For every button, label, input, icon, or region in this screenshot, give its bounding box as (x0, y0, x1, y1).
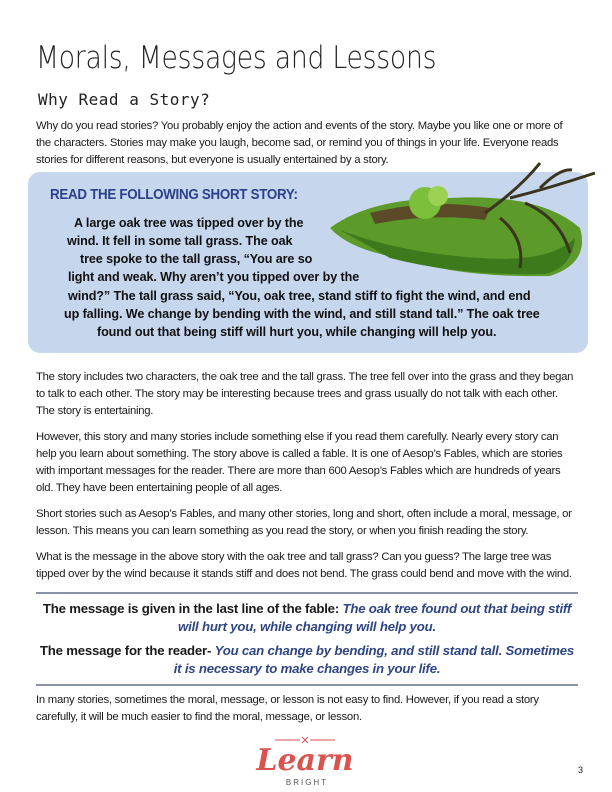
page-number: 3 (578, 765, 584, 775)
logo-word: Learn (256, 743, 354, 778)
message-label: The message for the reader- (39, 643, 215, 658)
section-subtitle: Why Read a Story? (38, 90, 211, 109)
body-paragraph: What is the message in the above story with the oak tree and tall grass? Can you guess? The large tree was tipped over by the wind because it stands stiff and does not bend. The grass could bend and move with the wind. (36, 551, 572, 580)
story-line: up falling. We change by bending with the wind, and still stand tall.” The oak tree (64, 307, 540, 321)
closing-paragraph: In many stories, sometimes the moral, message, or lesson is not easy to find. However, if you read a story carefully, it will be much easier to find the moral, message, or lesson. (36, 694, 539, 723)
divider (36, 684, 578, 686)
message-reader (36, 642, 578, 678)
learn-bright-logo (250, 732, 360, 788)
story-line: wind?” The tall grass said, “You, oak tree, stand stiff to fight the wind, and end (68, 289, 531, 303)
message-text: The oak tree found out that being stiff will hurt you, while changing will help you. (178, 601, 572, 634)
story-line: A large oak tree was tipped over by the (74, 216, 304, 230)
message-fable (36, 600, 578, 636)
story-line: tree spoke to the tall grass, “You are so (80, 252, 313, 266)
fallen-tree-illustration (310, 158, 600, 288)
logo-sub: BRIGHT (285, 778, 329, 787)
story-line: light and weak. Why aren’t you tipped over by the (68, 270, 360, 284)
story-heading: READ THE FOLLOWING SHORT STORY: (50, 187, 298, 203)
message-text: You can change by bending, and still stand tall. Sometimes it is necessary to make changes in your life. (173, 643, 575, 676)
body-paragraph: The story includes two characters, the oak tree and the tall grass. The tree fell over into the grass and they began to talk to each other. The story may be interesting because trees and grass usually do not talk with each other. The story is entertaining. (36, 371, 574, 417)
body-flow (36, 369, 578, 735)
page-title: Morals, Messages and Lessons (36, 40, 437, 76)
body-paragraph: However, this story and many stories include something else if you read them carefully. Nearly every story can help you learn about something. The story above is called a fable. It is one of Aesop’s Fables, which are stories with important messages for the reader. There are more than 600 Aesop’s Fables which are hundreds of years old. They have been entertaining people of all ages. (36, 431, 563, 494)
body-paragraph: Short stories such as Aesop’s Fables, and many other stories, long and short, often include a moral, message, or lesson. This means you can learn something as you read the story, or when you finish reading the story. (36, 508, 572, 537)
story-line: found out that being stiff will hurt you, while changing will help you. (97, 325, 497, 339)
intro-paragraph: Why do you read stories? You probably enjoy the action and events of the story. Maybe you like one or more of the characters. Stories may make you laugh, become sad, or remind you of things in your life. Everyone reads stories for different reasons, but everyone is usually entertained by a story. (36, 120, 563, 166)
divider (36, 592, 578, 594)
message-label: The message is given in the last line of the fable: (42, 601, 343, 616)
story-line: wind. It fell in some tall grass. The oak (67, 234, 293, 248)
